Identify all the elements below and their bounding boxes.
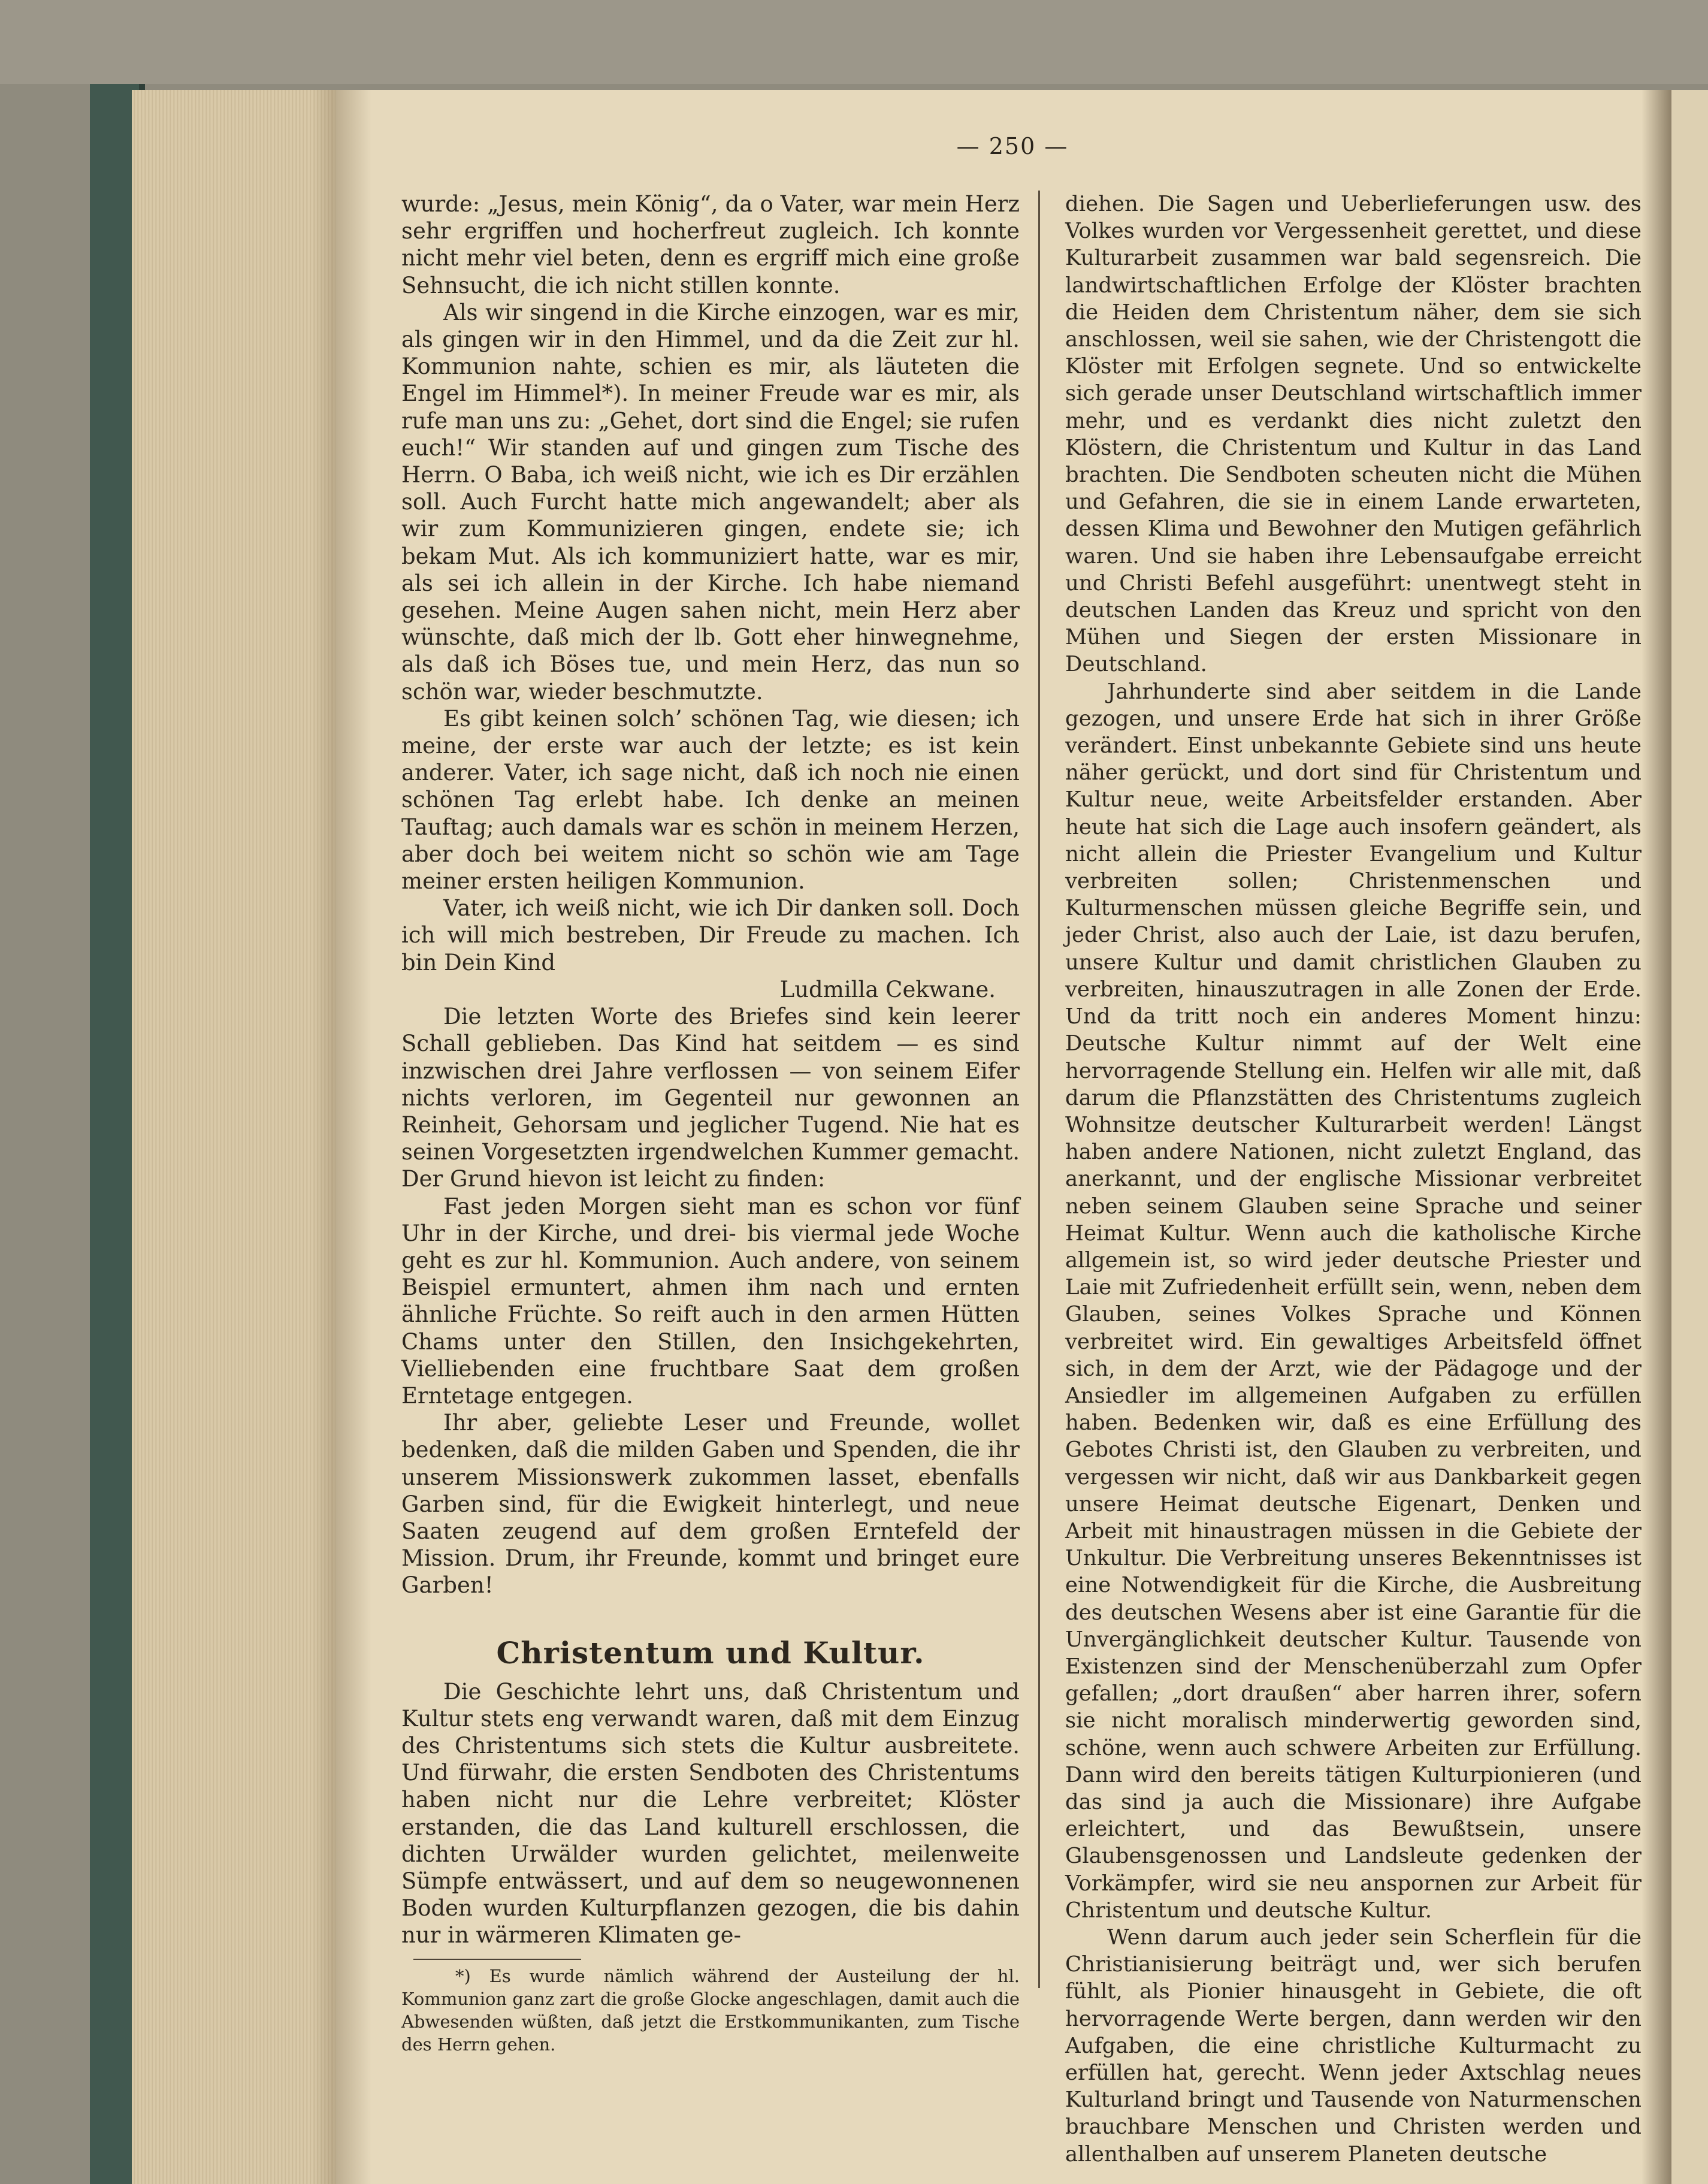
page-gutter: [1642, 90, 1671, 2184]
column-divider: [1038, 191, 1040, 1988]
paragraph: Vater, ich weiß nicht, wie ich Dir danken soll. Doch ich will mich bestreben, Dir Freude zu machen. Ich bin Dein Kind: [401, 895, 1020, 975]
paragraph: diehen. Die Sagen und Ueberlieferungen usw. des Volkes wurden vor Vergessenheit gerettet, und diese Kulturarbeit zusammen war bald segensreich. Die landwirtschaftlichen Erfolge der Klöster brachten die Heiden dem Christentum näher, dem sie sich anschlossen, weil sie sahen, wie der Christengott die Klöster mit Erfolgen segnete. Und so entwickelte sich gerade unser Deutschland wirtschaftlich immer mehr, und es verdankt dies nicht zuletzt den Klöstern, die Christentum und Kultur in das Land brachten. Die Sendboten scheuten nicht die Mühen und Gefahren, die sie in einem Lande erwarteten, dessen Klima und Bewohner den Mutigen gefährlich waren. Und sie haben ihre Lebensaufgabe erreicht und Christi Befehl ausgeführt: unentwegt steht in deutschen Landen das Kreuz und spricht von den Mühen und Siegen der ersten Missionare in Deutschland.: [1065, 192, 1642, 677]
footnote: [401, 1965, 1020, 2056]
adjacent-page-edge: [1671, 90, 1708, 2184]
page-number: — 250 —: [956, 133, 1069, 159]
paragraph: Wenn darum auch jeder sein Scherflein für die Christianisierung beiträgt und, wer sich berufen fühlt, als Pionier hinausgeht in Gebiete, die oft hervorragende Werte bergen, dann werden wir den Aufgaben, die eine christliche Kulturmacht zu erfüllen hat, gerecht. Wenn jeder Axtschlag neues Kulturland bringt und Tausende von Naturmenschen brauchbare Menschen und Christen werden und allenthalben auf unserem Planeten deutsche: [1065, 1925, 1642, 2167]
page-inner-shadow: [335, 90, 371, 2184]
letter-signature: Ludmilla Cekwane.: [779, 976, 996, 1002]
paragraph: Jahrhunderte sind aber seitdem in die Lande gezogen, und unsere Erde hat sich in ihrer Größe verändert. Einst unbekannte Gebiete sind uns heute näher gerückt, und dort sind für Christentum und Kultur neue, weite Arbeitsfelder erstanden. Aber heute hat sich die Lage auch insofern geändert, als nicht allein die Priester Evangelium und Kultur verbreiten sollen; Christenmenschen und Kulturmenschen müssen gleiche Begriffe sein, und jeder Christ, also auch der Laie, ist dazu berufen, unsere Kultur und damit christlichen Glauben zu verbreiten, hinauszutragen in alle Zonen der Erde. Und da tritt noch ein anderes Moment hinzu: Deutsche Kultur nimmt auf der Welt eine hervorragende Stellung ein. Helfen wir alle mit, daß darum die Pflanzstätten des Christentums zugleich Wohnsitze deutscher Kulturarbeit werden! Längst haben andere Nationen, nicht zuletzt England, das anerkannt, und der englische Missionar verbreitet neben seinem Glauben seine Sprache und seiner Heimat Kultur. Wenn auch die katholische Kirche allgemein ist, so wird jeder deutsche Priester und Laie mit Zufriedenheit erfüllt sein, wenn, neben dem Glauben, seines Volkes Sprache und Können verbreitet wird. Ein gewaltiges Arbeitsfeld öffnet sich, in dem der Arzt, wie der Pädagoge und der Ansiedler im allgemeinen Aufgaben zu erfüllen haben. Bedenken wir, daß es eine Erfüllung des Gebotes Christi ist, den Glauben zu verbreiten, und vergessen wir nicht, daß wir aus Dankbarkeit gegen unsere Heimat deutsche Eigenart, Denken und Arbeit mit hinaustragen müssen in die Gebiete der Unkultur. Die Verbreitung unseres Bekenntnisses ist eine Notwendigkeit für die Kirche, die Ausbreitung des deutschen Wesens aber ist eine Garantie für die Unvergänglichkeit deutscher Kultur. Tausende von Existenzen sind der Menschenüberzahl zum Opfer gefallen; „dort draußen“ aber harren ihrer, sofern sie nicht moralisch minderwertig geworden sind, schöne, wenn auch schwere Arbeiten zur Erfüllung. Dann wird den bereits tätigen Kulturpionieren (und das sind ja auch die Missionare) ihre Aufgabe erleichtert, und das Bewußtsein, unsere Glaubensgenossen und Landsleute gedenken der Vorkämpfer, wird sie neu anspornen zur Arbeit für Christentum und deutsche Kultur.: [1065, 679, 1642, 1923]
paragraph: Als wir singend in die Kirche einzogen, war es mir, als gingen wir in den Himmel, und da die Zeit zur hl. Kommunion nahte, schien es mir, als läuteten die Engel im Himmel*). In meiner Freude war es mir, als rufe man uns zu: „Gehet, dort sind die Engel; sie rufen euch!“ Wir standen auf und gingen zum Tische des Herrn. O Baba, ich weiß nicht, wie ich es Dir erzählen soll. Auch Furcht hatte mich angewandelt; aber als wir zum Kommunizieren gingen, endete sie; ich bekam Mut. Als ich kommuniziert hatte, war es mir, als sei ich allein in der Kirche. Ich habe niemand gesehen. Meine Augen sahen nicht, mein Herz aber wünschte, daß mich der lb. Gott eher hinwegnehme, als daß ich Böses tue, und mein Herz, das nun so schön war, wieder beschmutzte.: [401, 299, 1020, 705]
paragraph: wurde: „Jesus, mein König“, da o Vater, war mein Herz sehr ergriffen und hocherfreut zugleich. Ich konnte nicht mehr viel beten, denn es ergriff mich eine große Sehnsucht, die ich nicht stillen konnte.: [401, 191, 1020, 298]
footnote-text: *) Es wurde nämlich während der Austeilung der hl. Kommunion ganz zart die große Glocke angeschlagen, damit auch die Abwesenden wüßten, daß jetzt die Erstkommunikanten, zum Tische des Herrn gehen.: [401, 1965, 1020, 2055]
section-heading: Christentum und Kultur.: [496, 1635, 925, 1671]
footnote-rule: [413, 1959, 581, 1960]
scan-background: [0, 0, 1708, 84]
paragraph: Die letzten Worte des Briefes sind kein leerer Schall geblieben. Das Kind hat seitdem — es sind inzwischen drei Jahre verflossen — von seinem Eifer nichts verloren, im Gegenteil nur gewonnen an Reinheit, Gehorsam und jeglicher Tugend. Nie hat es seinen Vorgesetzten irgendwelchen Kummer gemacht. Der Grund hievon ist leicht zu finden:: [401, 1004, 1020, 1192]
right-column: [1065, 191, 1642, 2168]
paragraph: Ihr aber, geliebte Leser und Freunde, wollet bedenken, daß die milden Gaben und Spenden, die ihr unserem Missionswerk zukommen lasset, ebenfalls Garben sind, für die Ewigkeit hinterlegt, und neue Saaten zeugend auf dem großen Erntefeld der Mission. Drum, ihr Freunde, kommt und bringet eure Garben!: [401, 1410, 1020, 1599]
paragraph: Fast jeden Morgen sieht man es schon vor fünf Uhr in der Kirche, und drei- bis viermal jede Woche geht es zur hl. Kommunion. Auch andere, von seinem Beispiel ermuntert, ahmen ihm nach und ernten ähnliche Früchte. So reift auch in den armen Hütten Chams unter den Stillen, den Insichgekehrten, Vielliebenden eine fruchtbare Saat dem großen Erntetage entgegen.: [401, 1193, 1020, 1409]
paragraph: Die Geschichte lehrt uns, daß Christentum und Kultur stets eng verwandt waren, daß mit dem Einzug des Christentums sich stets die Kultur ausbreitete. Und fürwahr, die ersten Sendboten des Christentums haben nicht nur die Lehre verbreitet; Klöster erstanden, die das Land kulturell erschlossen, die dichten Urwälder wurden gelichtet, meilenweite Sümpfe entwässert, und auf dem so neugewonnenen Boden wurden Kulturpflanzen gezogen, die bis dahin nur in wärmeren Klimaten ge-: [401, 1678, 1020, 1949]
left-column: [401, 191, 1020, 2056]
paragraph: Es gibt keinen solch’ schönen Tag, wie diesen; ich meine, der erste war auch der letzte; es ist kein anderer. Vater, ich sage nicht, daß ich noch nie einen schönen Tag erlebt habe. Ich denke an meinen Tauftag; auch damals war es schön in meinem Herzen, aber doch bei weitem nicht so schön wie am Tage meiner ersten heiligen Kommunion.: [401, 705, 1020, 895]
page-stack-edge: [132, 90, 335, 2184]
